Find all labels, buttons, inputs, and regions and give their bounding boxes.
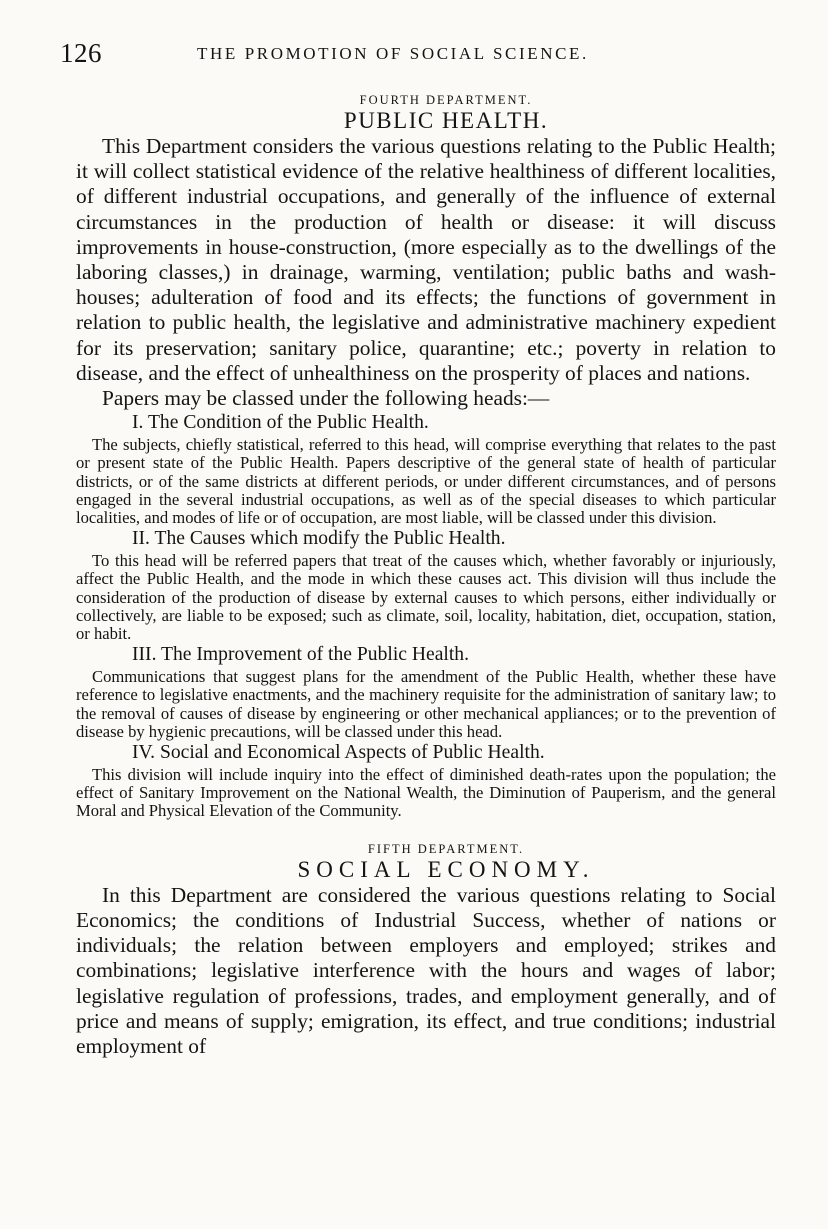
head-2-heading: II. The Causes which modify the Public Health. — [132, 528, 506, 550]
running-head — [60, 38, 780, 72]
head-4-heading: IV. Social and Economical Aspects of Public Health. — [132, 742, 545, 764]
fourth-department-title: PUBLIC HEALTH. — [343, 108, 549, 133]
section-gap — [76, 821, 776, 835]
running-title: THE PROMOTION OF SOCIAL SCIENCE. — [197, 44, 589, 63]
fifth-department-label: FIFTH DEPARTMENT. — [367, 841, 525, 856]
social-economy-intro: In this Department are considered the various questions relating to Social Economics; the conditions of Industrial Success, whether of nations or individuals; the relation between employers and employed; strikes and combinations; legislative interference with the hours and wages of labor; legislative regulation of professions, trades, and employment generally, and of price and means of supply; emigration, its effect, and true conditions; industrial employment of — [76, 882, 776, 1058]
head-4-text: This division will include inquiry into the effect of diminished death-rates upon the population; the effect of Sanitary Improvement on the National Wealth, the Diminution of Pauperism, and the general Moral and Physical Elevation of the Community. — [76, 765, 776, 821]
head-2-text: To this head will be referred papers that treat of the causes which, whether favorably or injuriously, affect the Public Health, and the mode in which these causes act. This division will thus include the consideration of the production of disease by external causes to which persons, either individually or collectively, are liable to be exposed; such as climate, soil, locality, habitation, diet, occupation, station, or habit. — [76, 551, 776, 644]
head-1-text: The subjects, chiefly statistical, referred to this head, will comprise everything that relates to the past or present state of the Public Health. Papers descriptive of the general state of health of particular districts, or of the same districts at different periods, or under different circumstances, and of persons engaged in the several industrial occupations, as well as of the special diseases to which particular localities, and modes of life or of occupation, are most liable, will be classed under this division. — [76, 435, 776, 528]
page-number: 126 — [60, 38, 102, 68]
classed-heads-line: Papers may be classed under the following heads:— — [102, 386, 550, 411]
public-health-intro: This Department considers the various questions relating to the Public Health; it will collect statistical evidence of the relative healthiness of different localities, of different industrial occupations, and generally of the influence of external circumstances in the production of health or disease: it will discuss improvements in house-construction, (more especially as to the dwellings of the laboring classes,) in drainage, warming, ventilation; public baths and wash-houses; adulteration of food and its effects; the functions of government in relation to public health, the legislative and administrative machinery expedient for its preservation; sanitary police, quarantine; etc.; poverty in relation to disease, and the effect of unhealthiness on the prosperity of places and nations. — [76, 134, 776, 385]
head-3-heading: III. The Improvement of the Public Health. — [132, 644, 469, 666]
fifth-department-title: SOCIAL ECONOMY. — [297, 856, 595, 882]
head-1-heading: I. The Condition of the Public Health. — [132, 412, 429, 434]
head-3-text: Communications that suggest plans for the amendment of the Public Health, whether these have reference to legislative enactments, and the machinery requisite for the administration of sanitary law; to the removal of causes of disease by engineering or other mechanical appliances; or to the prevention of disease by hygienic precautions, will be classed under this head. — [76, 667, 776, 741]
fourth-department-label: FOURTH DEPARTMENT. — [359, 93, 533, 107]
page-body — [76, 86, 776, 1059]
